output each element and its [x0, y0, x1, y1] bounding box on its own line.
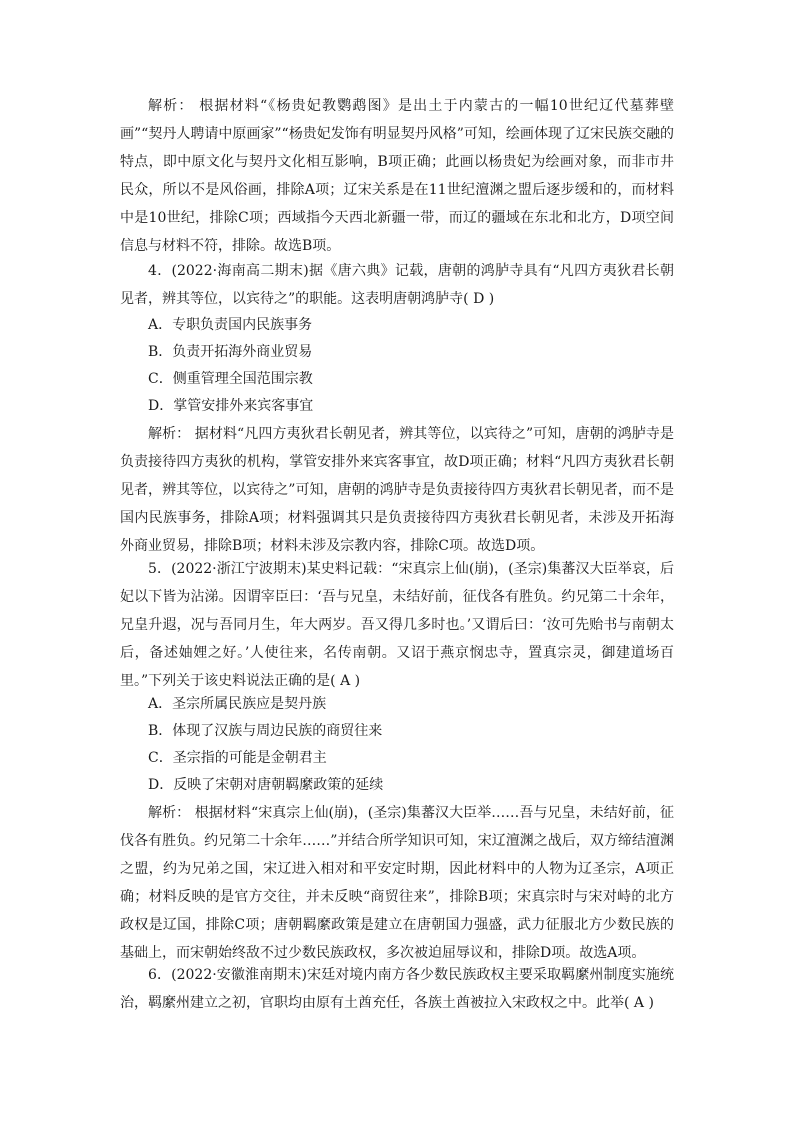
q5-option-b: B．体现了汉族与周边民族的商贸往来 [148, 723, 383, 739]
q3-analysis: 解析： 根据材料“《杨贵妃教鹦鹉图》是出土于内蒙古的一幅10世纪辽代墓葬壁画”“契丹人聘请中原画家”“杨贵妃发饰有明显契丹风格”可知，绘画体现了辽宋民族交融的特点，即中原文化与契丹文化相互影响，B项正确；此画以杨贵妃为绘画对象，而非市井民众，所以不是风俗画，排除A项；辽宋关系是在11世纪澶渊之盟后逐步缓和的，而材料中是10世纪，排除C项；西域指今天西北新疆一带，而辽的疆域在东北和北方，D项空间信息与材料不符，排除。故选B项。 [120, 98, 674, 254]
q4-option-a: A．专职负责国内民族事务 [148, 317, 313, 333]
q4-analysis: 解析： 据材料“凡四方夷狄君长朝见者，辨其等位，以宾待之”可知，唐朝的鸿胪寺是负责接待四方夷狄的机构，掌管安排外来宾客事宜，故D项正确；材料“凡四方夷狄君长朝见者，辨其等位，以宾待之”可知，唐朝的鸿胪寺是负责接待四方夷狄君长朝见者，而不是国内民族事务，排除A项；材料强调其只是负责接待四方夷狄君长朝见者，未涉及开拓海外商业贸易，排除B项；材料未涉及宗教内容，排除C项。故选D项。 [120, 426, 674, 554]
q4-option-b: B．负责开拓海外商业贸易 [148, 344, 313, 360]
q5-stem: 5．(2022·浙江宁波期末)某史料记载：“宋真宗上仙(崩)，(圣宗)集蕃汉大臣举哀，后妃以下皆为沾涕。因谓宰臣曰：‘吾与兄皇，未结好前，征伐各有胜负。约兄第二十余年，兄皇升遐，况与吾同月生，年大两岁。吾又得几多时也。’又谓后曰：‘汝可先贻书与南朝太后，备述妯娌之好。’人使往来，名传南朝。又诏于燕京悯忠寺，置真宗灵，御建道场百里。”下列关于该史料说法正确的是( A ) [120, 561, 674, 689]
q4-stem: 4．(2022·海南高二期末)据《唐六典》记载，唐朝的鸿胪寺具有“凡四方夷狄君长朝见者，辨其等位，以宾待之”的职能。这表明唐朝鸿胪寺( D ) [120, 263, 674, 307]
q4-option-c: C．侧重管理全国范围宗教 [148, 371, 313, 387]
q6-stem: 6．(2022·安徽淮南期末)宋廷对境内南方各少数民族政权主要采取羁縻州制度实施统治，羁縻州建立之初，官职均由原有土酋充任，各族土酋被拉入宋政权之中。此举( A ) [120, 967, 674, 1011]
q5-option-a: A．圣宗所属民族应是契丹族 [148, 696, 327, 712]
q5-analysis: 解析： 根据材料“宋真宗上仙(崩)，(圣宗)集蕃汉大臣举……吾与兄皇，未结好前，征伐各有胜负。约兄第二十余年……”并结合所学知识可知，宋辽澶渊之战后，双方缔结澶渊之盟，约为兄弟之国，宋辽进入相对和平安定时期，因此材料中的人物为辽圣宗，A项正确；材料反映的是官方交往，并未反映“商贸往来”，排除B项；宋真宗时与宋对峙的北方政权是辽国，排除C项；唐朝羁縻政策是建立在唐朝国力强盛，武力征服北方少数民族的基础上，而宋朝始终敌不过少数民族政权，多次被迫屈辱议和，排除D项。故选A项。 [120, 805, 674, 961]
q5-option-c: C．圣宗指的可能是金朝君主 [148, 750, 327, 766]
q4-option-d: D．掌管安排外来宾客事宜 [148, 398, 314, 414]
q5-option-d: D．反映了宋朝对唐朝羁縻政策的延续 [148, 777, 384, 793]
